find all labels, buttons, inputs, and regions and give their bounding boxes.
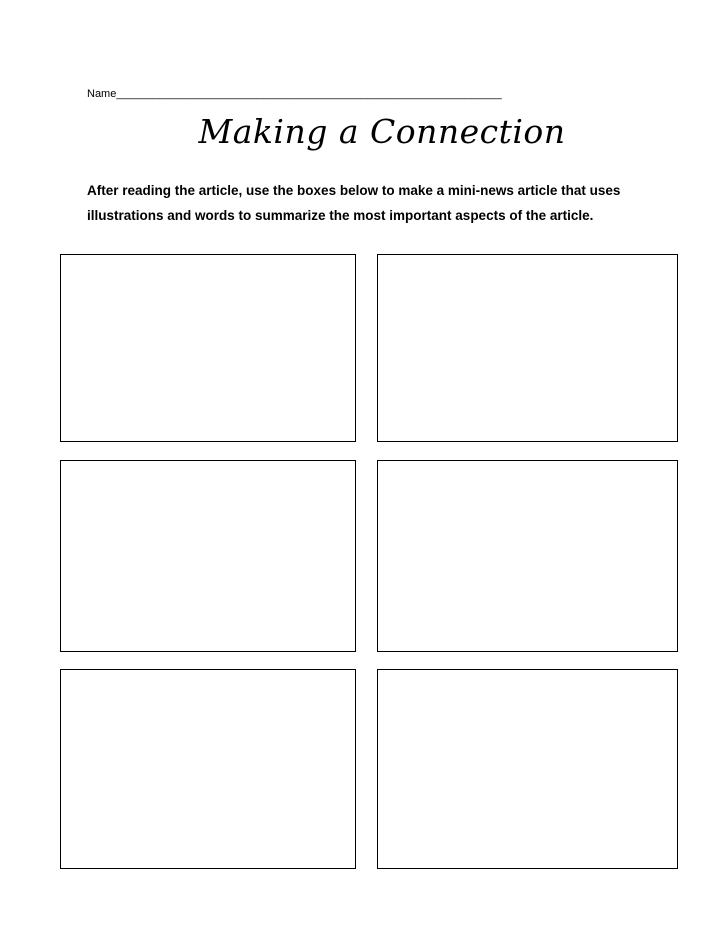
- page-title: Making a Connection: [198, 112, 566, 151]
- name-field-line[interactable]: Name_______________________________________________________________: [87, 88, 502, 100]
- drawing-box-1[interactable]: [60, 254, 356, 442]
- drawing-box-5[interactable]: [60, 669, 356, 869]
- drawing-box-2[interactable]: [377, 254, 678, 442]
- drawing-box-4[interactable]: [377, 460, 678, 652]
- drawing-box-6[interactable]: [377, 669, 678, 869]
- instructions-text: After reading the article, use the boxes below to make a mini-news article that uses illustrations and words to summarize the most important aspects of the article.: [87, 183, 621, 223]
- drawing-box-3[interactable]: [60, 460, 356, 652]
